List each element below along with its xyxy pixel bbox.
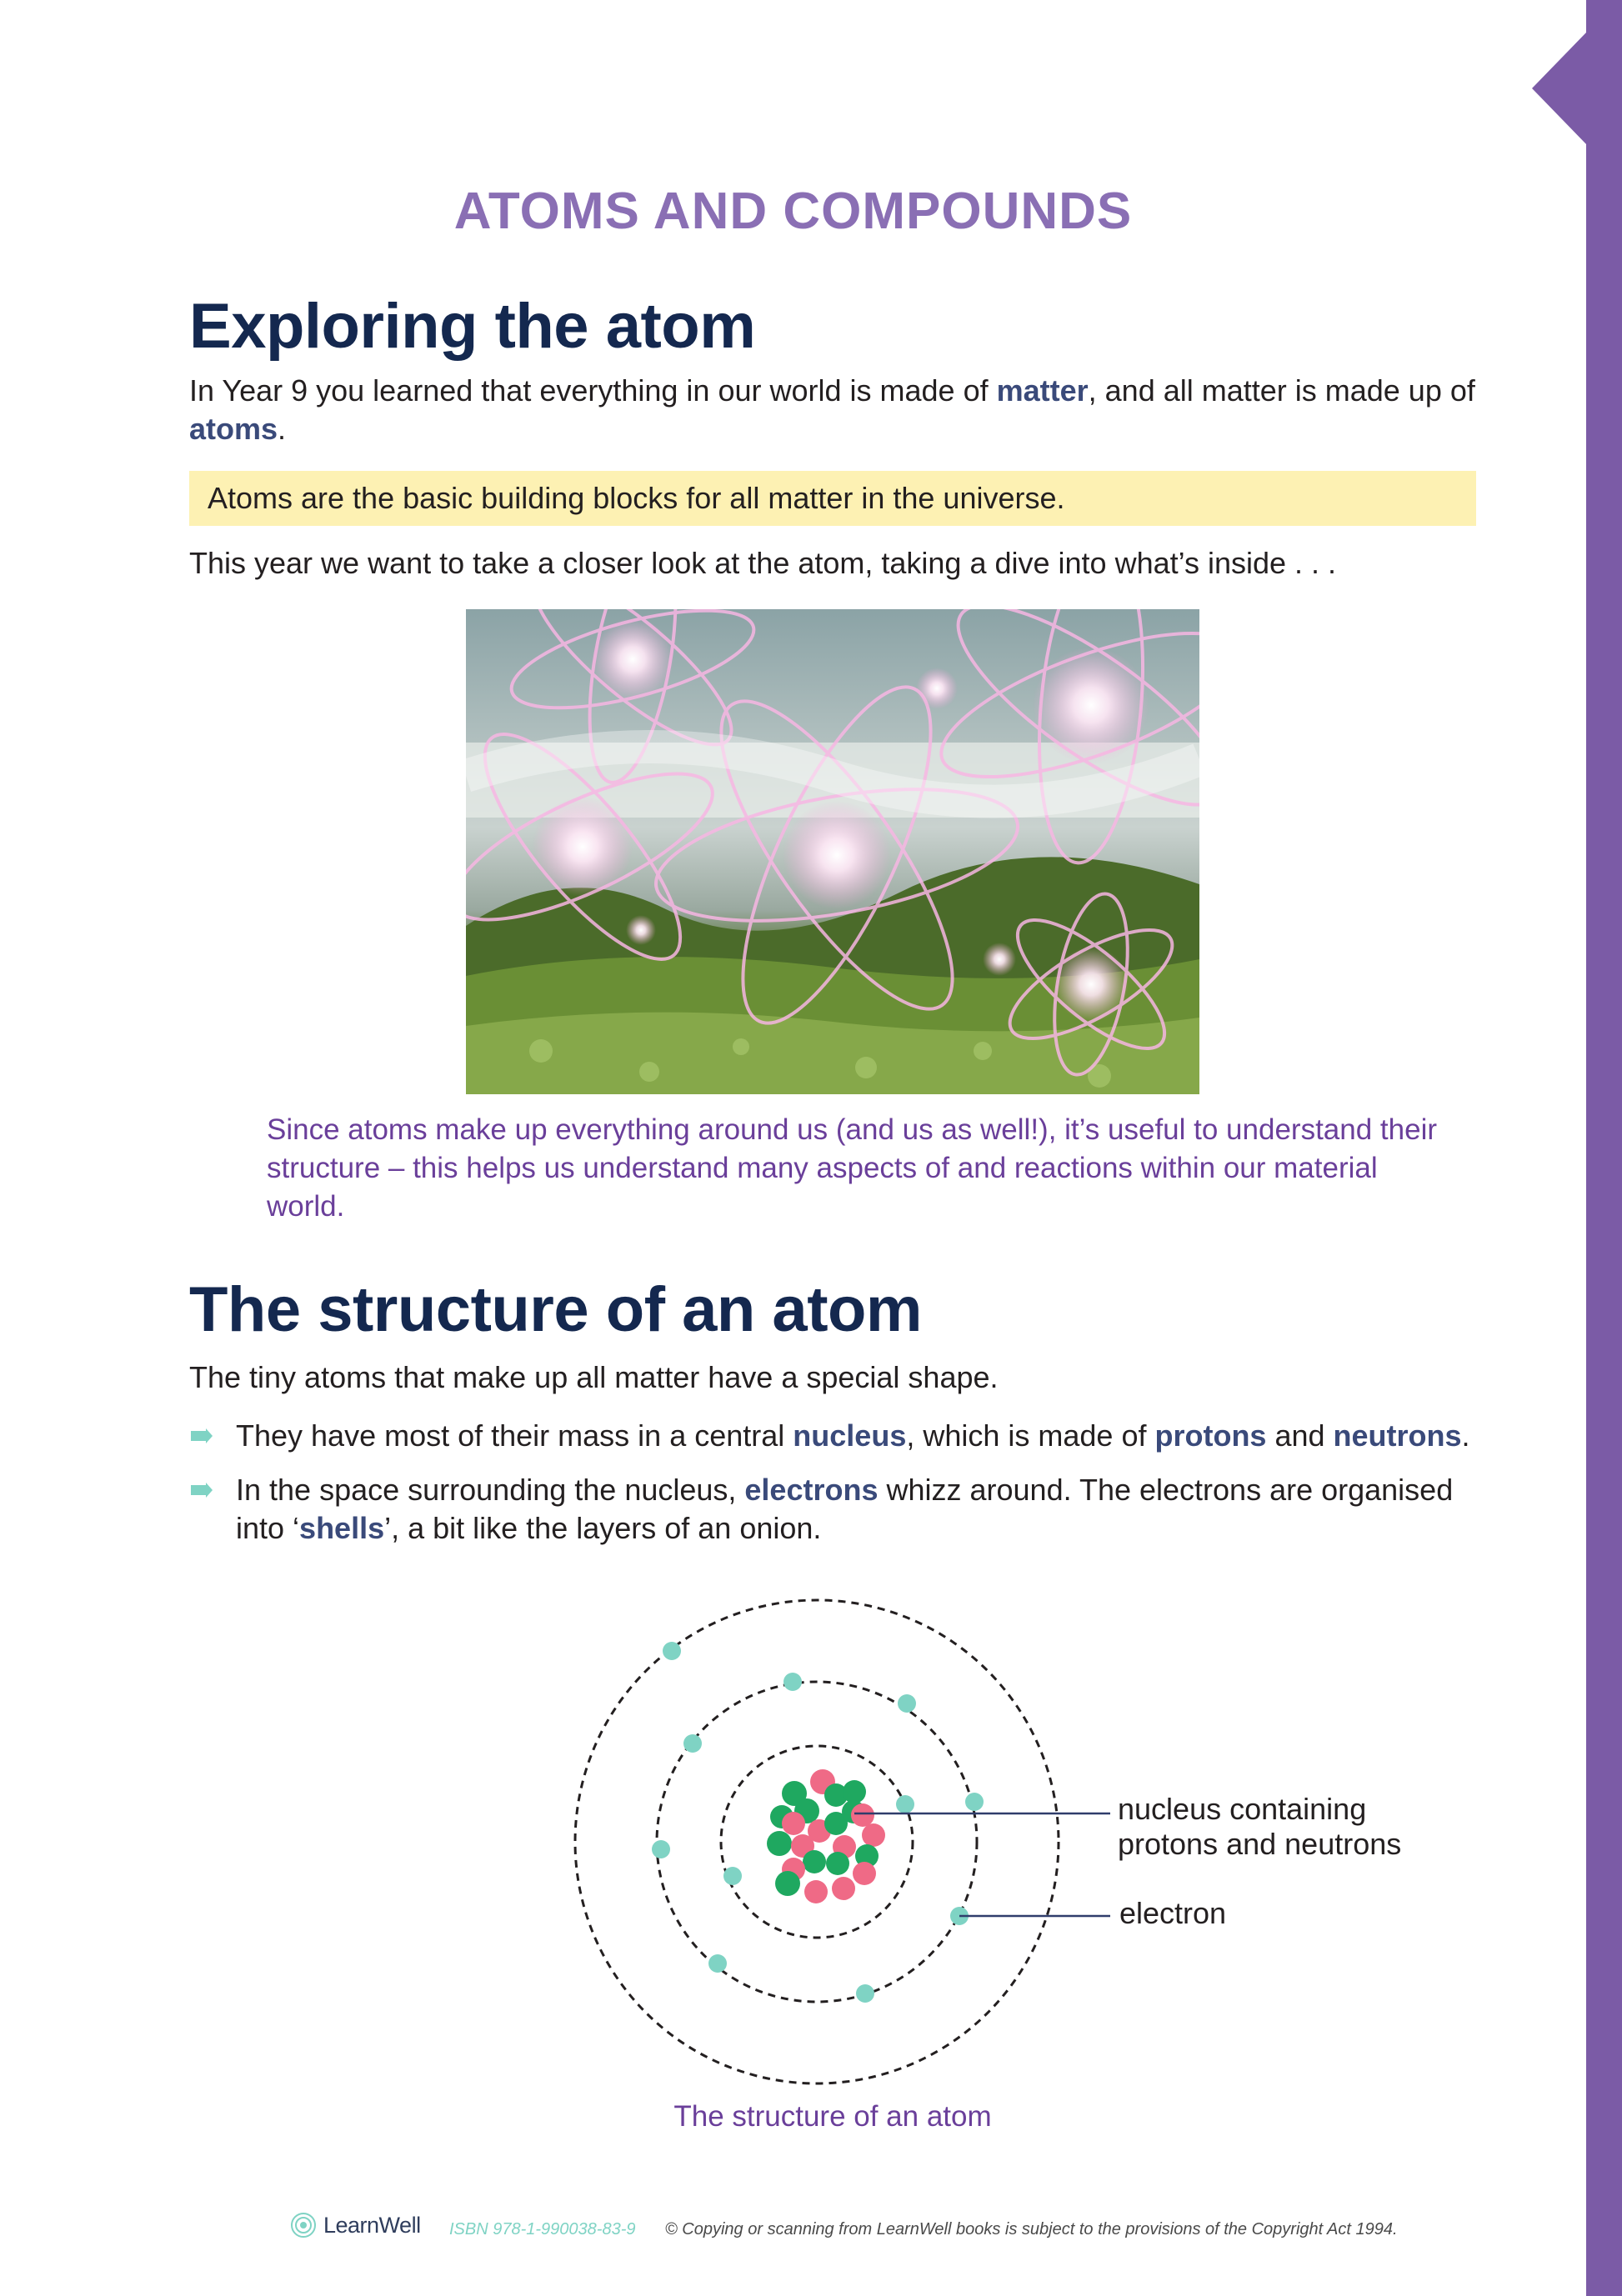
- bullet-text: In the space surrounding the nucleus,: [236, 1473, 745, 1507]
- label-nucleus-line1: nucleus containing: [1118, 1792, 1367, 1826]
- nucleus: [767, 1769, 885, 1903]
- heading-structure-atom: The structure of an atom: [189, 1274, 922, 1345]
- learnwell-logo: [290, 2212, 421, 2238]
- keyword-matter: matter: [996, 373, 1089, 408]
- copyright-text: © Copying or scanning from LearnWell books is subject to the provisions of the Copyright Act 1994.: [665, 2220, 1398, 2238]
- footer: [290, 2212, 1474, 2245]
- label-nucleus-line2: protons and neutrons: [1118, 1827, 1402, 1861]
- label-leader-lines: [854, 1813, 1110, 1916]
- list-item: [189, 1471, 1489, 1548]
- bullet-arrow-icon: [191, 1431, 206, 1441]
- highlight-box: [189, 471, 1476, 526]
- keyword-neutrons: neutrons: [1333, 1418, 1462, 1453]
- keyword-atoms: atoms: [189, 412, 278, 446]
- keyword-electrons: electrons: [744, 1473, 879, 1507]
- keyword-nucleus: nucleus: [793, 1418, 907, 1453]
- intro-text: In Year 9 you learned that everything in our world is made of: [189, 373, 997, 408]
- bullet-text: They have most of their mass in a central: [236, 1418, 793, 1453]
- isbn-text: ISBN 978-1-990038-83-9: [449, 2220, 636, 2238]
- structure-bullet-list: [189, 1417, 1489, 1563]
- photo-caption: Since atoms make up everything around us (and us as well!), it’s useful to understand their structure – this helps us understand many aspects of and reactions within our material world.: [267, 1113, 1437, 1223]
- bullet-text: .: [1461, 1418, 1470, 1453]
- heading-exploring-atom: Exploring the atom: [189, 291, 756, 362]
- section-title: ATOMS AND COMPOUNDS: [453, 183, 1133, 240]
- bullet-text: , which is made of: [906, 1418, 1155, 1453]
- bullet-arrow-icon: [191, 1485, 206, 1495]
- label-nucleus: [1118, 1792, 1401, 1862]
- side-tab-marker: [1532, 32, 1587, 145]
- atoms-photo: [466, 609, 1199, 1094]
- bullet-text: and: [1266, 1418, 1334, 1453]
- learnwell-logo-icon: [290, 2212, 317, 2238]
- side-bar: [1586, 0, 1622, 2296]
- bullet-text: ’, a bit like the layers of an onion.: [384, 1511, 822, 1545]
- keyword-shells: shells: [299, 1511, 385, 1545]
- diagram-caption: The structure of an atom: [673, 2100, 992, 2133]
- highlight-text: Atoms are the basic building blocks for all matter in the universe.: [208, 481, 1065, 515]
- logo-text: LearnWell: [323, 2212, 421, 2238]
- structure-intro: The tiny atoms that make up all matter have a special shape.: [189, 1360, 999, 1394]
- label-electron: electron: [1119, 1896, 1227, 1930]
- keyword-protons: protons: [1154, 1418, 1267, 1453]
- closer-look-paragraph: This year we want to take a closer look at the atom, taking a dive into what’s inside . . .: [189, 546, 1337, 580]
- bullet-text: whizz around. The electrons are organised into ‘: [236, 1473, 1454, 1545]
- intro-paragraph: [189, 372, 1489, 448]
- intro-text: .: [278, 412, 287, 446]
- atoms-photo-illustration: [466, 609, 1199, 1094]
- list-item: [189, 1417, 1489, 1455]
- intro-text: , and all matter is made up of: [1088, 373, 1475, 408]
